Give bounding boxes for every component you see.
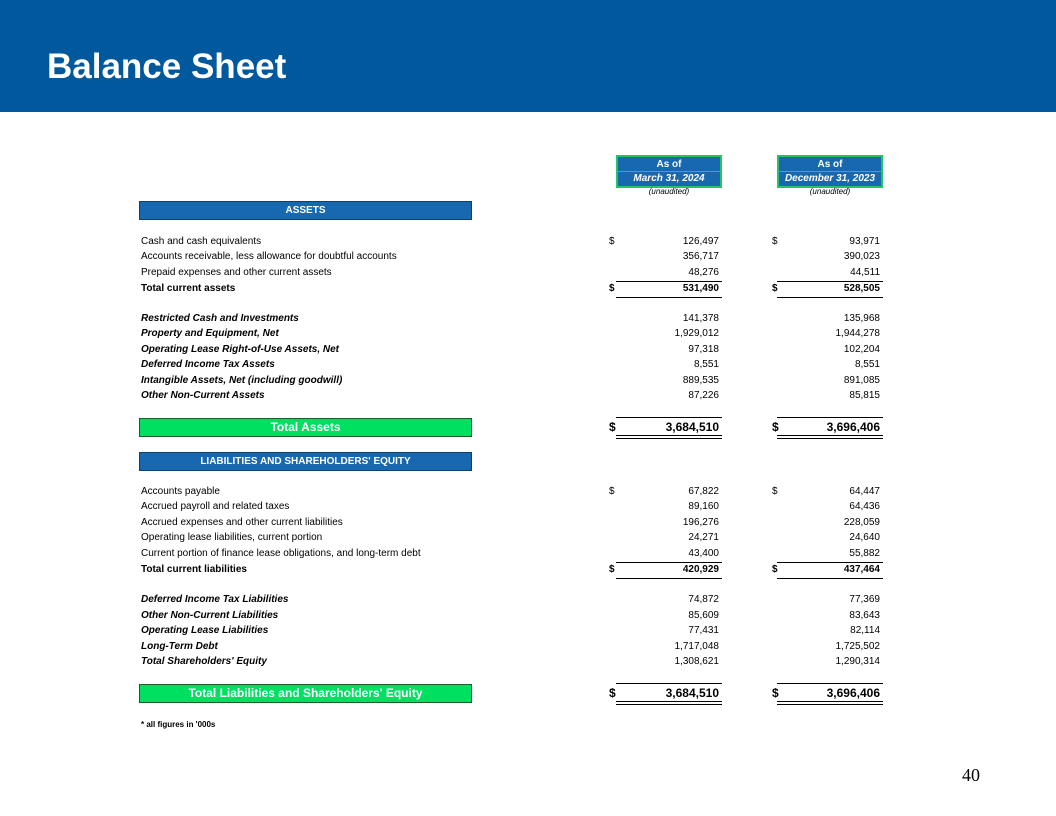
row-label: Total current liabilities — [141, 564, 247, 575]
col1-as-of: As of — [616, 155, 722, 172]
subtotal-rule — [616, 578, 722, 579]
value-2024: 126,497 — [682, 236, 719, 247]
value-2023: 135,968 — [843, 313, 880, 324]
value-2023: 437,464 — [843, 564, 880, 575]
value-2024: 48,276 — [688, 267, 719, 278]
value-2024: 1,929,012 — [674, 328, 719, 339]
row-label: Operating Lease Right-of-Use Assets, Net — [141, 344, 340, 355]
table-row — [141, 282, 886, 296]
value-2024: 531,490 — [682, 283, 719, 294]
currency-sign: $ — [772, 564, 778, 575]
table-row — [141, 640, 886, 654]
footnote: * all figures in '000s — [141, 720, 216, 729]
value-2024: 74,872 — [688, 594, 719, 605]
table-row — [141, 250, 886, 264]
value-2024: 196,276 — [682, 517, 719, 528]
page-number: 40 — [962, 765, 980, 785]
table-row — [141, 547, 886, 561]
table-row — [141, 624, 886, 638]
value-2023: 55,882 — [849, 548, 880, 559]
value-2024: 67,822 — [688, 486, 719, 497]
subtotal-rule — [616, 297, 722, 298]
row-label: Intangible Assets, Net (including goodwill) — [141, 375, 343, 386]
table-row — [141, 235, 886, 249]
row-label: Restricted Cash and Investments — [141, 313, 299, 324]
currency-sign: $ — [772, 236, 778, 247]
table-row — [141, 593, 886, 607]
value-2024: 8,551 — [693, 359, 719, 370]
row-label: Total Shareholders' Equity — [141, 656, 267, 667]
value-2024: 89,160 — [688, 501, 719, 512]
value-2023: 64,436 — [849, 501, 880, 512]
row-label: Accrued payroll and related taxes — [141, 501, 290, 512]
value-2023: 1,290,314 — [835, 656, 880, 667]
currency-sign: $ — [609, 686, 616, 700]
total-liabilities-equity-bar: Total Liabilities and Shareholders' Equity — [139, 684, 472, 703]
currency-sign: $ — [772, 420, 779, 434]
double-underline — [616, 435, 722, 439]
total-assets-row — [141, 419, 886, 435]
value-2023: 77,369 — [849, 594, 880, 605]
value-2024: 43,400 — [688, 548, 719, 559]
liabilities-section-header: LIABILITIES AND SHAREHOLDERS' EQUITY — [139, 452, 472, 471]
value-2023: 102,204 — [843, 344, 880, 355]
subtotal-rule — [777, 578, 883, 579]
currency-sign: $ — [772, 686, 779, 700]
currency-sign: $ — [609, 420, 616, 434]
table-row — [141, 655, 886, 669]
row-label: Total current assets — [141, 283, 236, 294]
value-2024: 141,378 — [682, 313, 719, 324]
value-2023: 1,944,278 — [835, 328, 880, 339]
table-row — [141, 358, 886, 372]
row-label: Accounts payable — [141, 486, 220, 497]
currency-sign: $ — [609, 564, 615, 575]
row-label: Accounts receivable, less allowance for doubtful accounts — [141, 251, 397, 262]
row-label: Cash and cash equivalents — [141, 236, 262, 247]
double-underline — [777, 435, 883, 439]
total-liabilities-equity-row — [141, 685, 886, 701]
assets-section-header: ASSETS — [139, 201, 472, 220]
value-2024: 356,717 — [682, 251, 719, 262]
row-label: Long-Term Debt — [141, 641, 218, 652]
value-2024: 889,535 — [682, 375, 719, 386]
value-2024: 3,684,510 — [665, 686, 719, 700]
table-row — [141, 531, 886, 545]
total-assets-bar: Total Assets — [139, 418, 472, 437]
table-row — [141, 516, 886, 530]
value-2023: 228,059 — [843, 517, 880, 528]
value-2023: 3,696,406 — [826, 686, 880, 700]
value-2023: 82,114 — [850, 625, 880, 636]
table-row — [141, 389, 886, 403]
value-2023: 64,447 — [849, 486, 880, 497]
value-2023: 390,023 — [843, 251, 880, 262]
row-label: Current portion of finance lease obligations, and long-term debt — [141, 548, 421, 559]
row-label: Other Non-Current Assets — [141, 390, 265, 401]
value-2024: 24,271 — [688, 532, 719, 543]
double-underline — [777, 701, 883, 705]
value-2024: 420,929 — [682, 564, 719, 575]
row-label: Operating Lease Liabilities — [141, 625, 269, 636]
row-label: Deferred Income Tax Liabilities — [141, 594, 289, 605]
currency-sign: $ — [772, 283, 778, 294]
table-row — [141, 374, 886, 388]
subtotal-rule — [777, 297, 883, 298]
value-2023: 891,085 — [843, 375, 880, 386]
value-2023: 8,551 — [854, 359, 880, 370]
col2-as-of: As of — [777, 155, 883, 172]
title-banner — [0, 0, 1056, 112]
value-2024: 85,609 — [688, 610, 719, 621]
row-label: Other Non-Current Liabilities — [141, 610, 279, 621]
table-row — [141, 312, 886, 326]
table-row — [141, 485, 886, 499]
col1-date: March 31, 2024 — [616, 172, 722, 188]
table-row — [141, 266, 886, 280]
row-label: Prepaid expenses and other current assets — [141, 267, 332, 278]
table-row — [141, 343, 886, 357]
value-2023: 85,815 — [849, 390, 880, 401]
page-title: Balance Sheet — [47, 47, 287, 86]
row-label: Accrued expenses and other current liabilities — [141, 517, 343, 528]
value-2023: 44,511 — [850, 267, 880, 278]
table-row — [141, 500, 886, 514]
value-2023: 1,725,502 — [835, 641, 880, 652]
value-2024: 3,684,510 — [665, 420, 719, 434]
value-2024: 87,226 — [688, 390, 719, 401]
currency-sign: $ — [609, 283, 615, 294]
currency-sign: $ — [609, 486, 615, 497]
row-label: Property and Equipment, Net — [141, 328, 279, 339]
total-rule — [777, 417, 883, 418]
value-2023: 93,971 — [849, 236, 880, 247]
col2-date: December 31, 2023 — [777, 172, 883, 188]
row-label: Deferred Income Tax Assets — [141, 359, 275, 370]
col2-unaudited: (unaudited) — [809, 187, 851, 196]
value-2023: 528,505 — [843, 283, 880, 294]
total-rule — [616, 417, 722, 418]
double-underline — [616, 701, 722, 705]
table-row — [141, 327, 886, 341]
value-2023: 24,640 — [849, 532, 880, 543]
currency-sign: $ — [772, 486, 778, 497]
row-label: Operating lease liabilities, current portion — [141, 532, 323, 543]
value-2024: 77,431 — [688, 625, 719, 636]
table-row — [141, 563, 886, 577]
total-rule — [777, 683, 883, 684]
table-row — [141, 609, 886, 623]
currency-sign: $ — [609, 236, 615, 247]
col1-unaudited: (unaudited) — [648, 187, 690, 196]
value-2024: 97,318 — [688, 344, 719, 355]
value-2023: 3,696,406 — [826, 420, 880, 434]
value-2023: 83,643 — [849, 610, 880, 621]
total-rule — [616, 683, 722, 684]
value-2024: 1,308,621 — [674, 656, 719, 667]
value-2024: 1,717,048 — [674, 641, 719, 652]
